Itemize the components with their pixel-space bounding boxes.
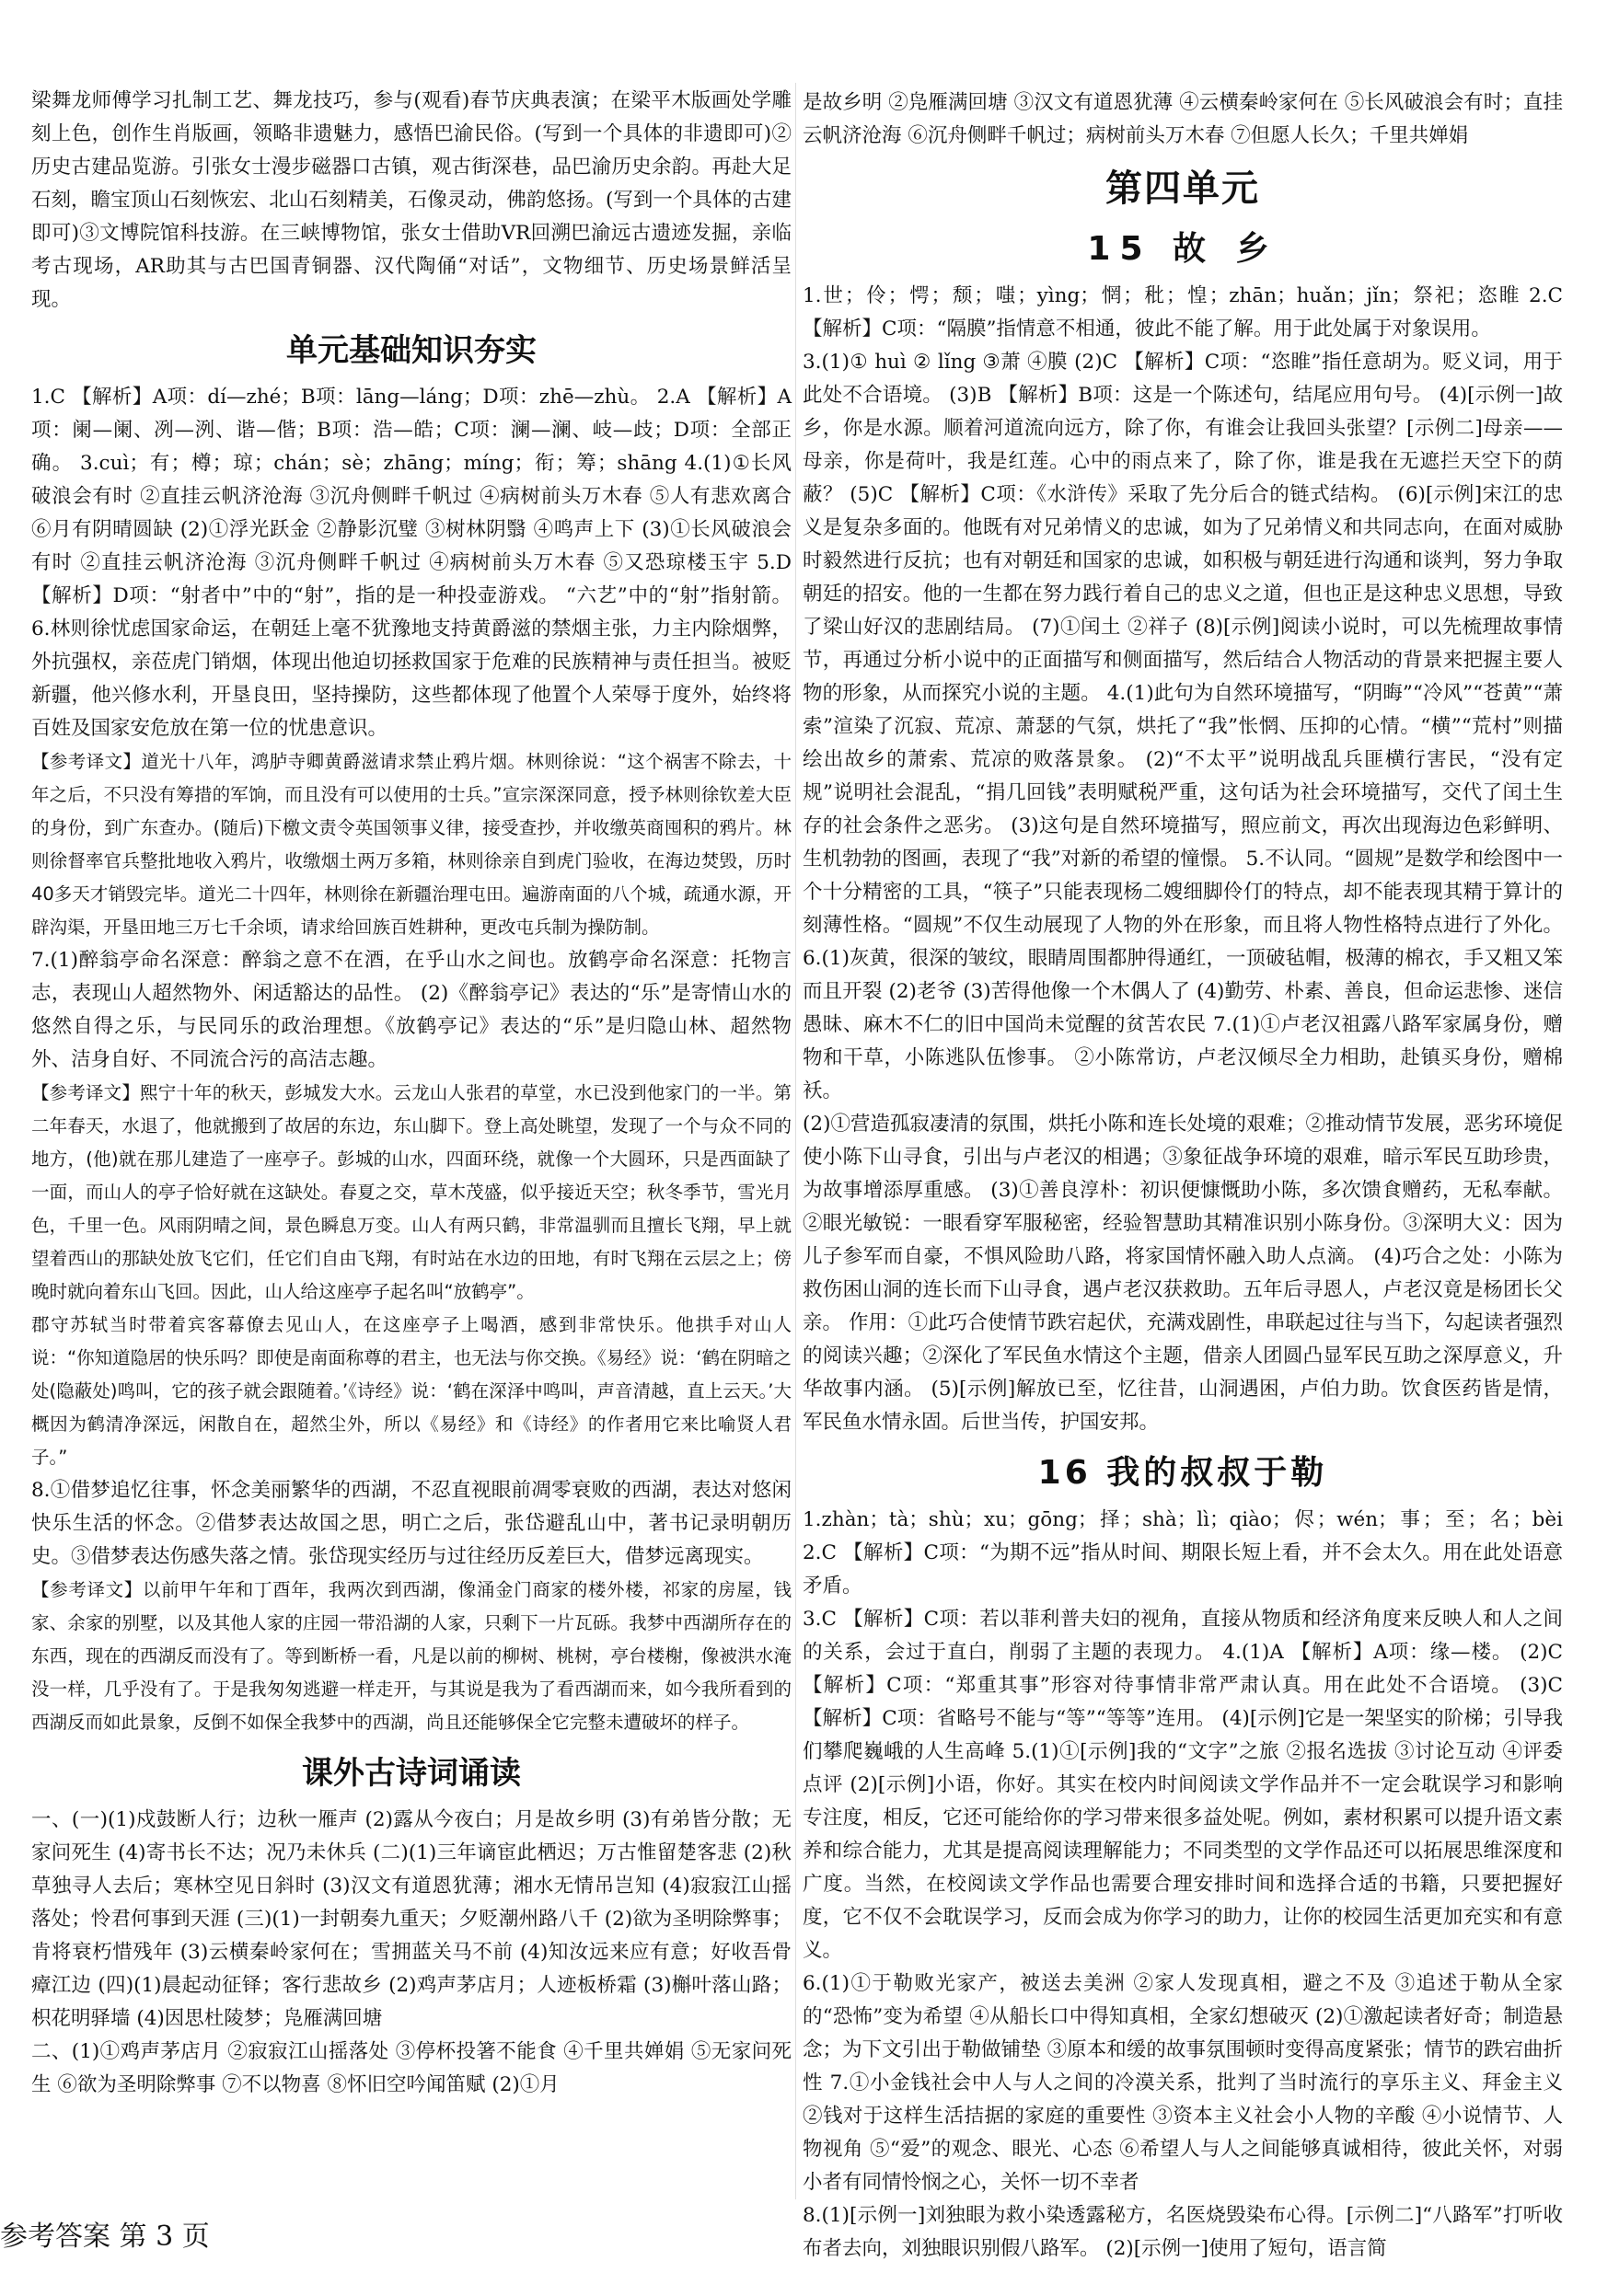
lesson-15-answers-1-2: 1.世；伶；愕；颓；嗤；yìng；惘；秕；惶；zhān；huǎn；jǐn；祭祀；恣睢 2.C 【解析】C项：“隔膜”指情意不相通，彼此不能了解。用于此处属于对象误用。 (803, 284, 1563, 340)
poetry-answers-part2: 二、(1)①鸡声茅店月 ②寂寂江山摇落处 ③停杯投箸不能食 ④千里共婵娟 ⑤无家问死生 ⑥欲为圣明除弊事 ⑦不以物喜 ⑧怀旧空吟闻笛赋 (2)①月 (31, 2040, 792, 2096)
lesson-15-answers-7-cont: (2)①营造孤寂凄清的氛围，烘托小陈和连长处境的艰难；②推动情节发展，恶劣环境促使小陈下山寻食，引出与卢老汉的相遇；③象征战争环境的艰难，暗示军民互助珍贵，为故事增添厚重感。 (3)①善良淳朴：初识便慷慨助小陈，多次馈食赠药，无私奉献。②眼光敏锐：一眼看穿军服秘密，经验智慧助其精准识别小陈身份。③深明大义：因为儿子参军而自豪，不惧风险助八路，将家国情怀融入助人点滴。 (4)巧合之处：小陈为救伤困山洞的连长而下山寻食，遇卢老汉获救助。五年后寻恩人，卢老汉竟是杨团长父亲。 作用：①此巧合使情节跌宕起伏，充满戏剧性，串联起过往与当下，勾起读者强烈的阅读兴趣；②深化了军民鱼水情这个主题，借亲人团圆凸显军民互助之深厚意义，升华故事内涵。 (5)[示例]解放已至，忆往昔，山洞遇困，卢伯力助。饮食医药皆是情，军民鱼水情永固。后世当传，护国安邦。 (803, 1113, 1563, 1434)
answer-8: 8.①借梦追忆往事，怀念美丽繁华的西湖，不忍直视眼前凋零衰败的西湖，表达对悠闲快乐生活的怀念。②借梦表达故国之思，明亡之后，张岱避乱山中，著书记录明朝历史。③借梦表达伤感失落之情。张岱现实经历与过往经历反差巨大，借梦远离现实。 (31, 1479, 792, 1568)
lesson-15-answers-3-7: 3.(1)① huì ② lǐng ③萧 ④膜 (2)C 【解析】C项：“恣睢”指任意胡为。贬义词，用于此处不合语境。 (3)B 【解析】B项：这是一个陈述句，结尾应用句号。 (4)[示例一]故乡，你是水源。顺着河道流向远方，除了你，有谁会让我回头张望？[示例二]母亲——母亲，你是荷叶，我是红莲。心中的雨点来了，除了你，谁是我在无遮拦天空下的荫蔽？ (5)C 【解析】C项：《水浒传》采取了先分后合的链式结构。 (6)[示例]宋江的忠义是复杂多面的。他既有对兄弟情义的忠诚，如为了兄弟情义和共同志向，在面对威胁时毅然进行反抗；也有对朝廷和国家的忠诚，如积极与朝廷进行沟通和谈判，努力争取朝廷的招安。他的一生都在努力践行着自己的忠义之道，但也正是这种忠义思想，导致了梁山好汉的悲剧结局。 (7)①闰土 ②祥子 (8)[示例]阅读小说时，可以先梳理故事情节，再通过分析小说中的正面描写和侧面描写，然后结合人物活动的背景来把握主要人物的形象，从而探究小说的主题。 4.(1)此句为自然环境描写，“阴晦”“冷风”“苍黄”“萧索”渲染了沉寂、荒凉、萧瑟的气氛，烘托了“我”怅惘、压抑的心情。“横”“荒村”则描绘出故乡的萧索、荒凉的败落景象。 (2)“不太平”说明战乱兵匪横行害民，“没有定规”说明社会混乱，“捐几回钱”表明赋税严重，这句话为社会环境描写，交代了闰土生存的社会条件之恶劣。 (3)这句是自然环境描写，照应前文，再次出现海边色彩鲜明、生机勃勃的图画，表现了“我”对新的希望的憧憬。 5.不认同。“圆规”是数学和绘图中一个十分精密的工具，“筷子”只能表现杨二嫂细脚伶仃的特点，却不能表现其精于算计的刻薄性格。“圆规”不仅生动展现了人物的外在形象，而且将人物性格特点进行了外化。 6.(1)灰黄，很深的皱纹，眼睛周围都肿得通红，一顶破毡帽，极薄的棉衣，手又粗又笨而且开裂 (2)老爷 (3)苦得他像一个木偶人了 (4)勤劳、朴素、善良，但命运悲惨、迷信愚昧、麻木不仁的旧中国尚未觉醒的贫苦农民 7.(1)①卢老汉祖露八路军家属身份，赠物和干草，小陈逃队伍惨事。 ②小陈常访，卢老汉倾尽全力相助，赴镇买身份，赠棉袄。 (803, 351, 1563, 1102)
section-heading-unit-basics: 单元基础知识夯实 (286, 332, 537, 369)
unit-heading: 第四单元 (1105, 167, 1260, 210)
reference-translation-3: 【参考译文】以前甲午年和丁酉年，我两次到西湖，像涌金门商家的楼外楼，祁家的房屋，钱家、余家的别墅，以及其他人家的庄园一带沿湖的人家，只剩下一片瓦砾。我梦中西湖所存在的东西，现在的西湖反而没有了。等到断桥一看，凡是以前的柳树、桃树，亭台楼榭，像被洪水淹没一样，几乎没有了。于是我匆匆逃避一样走开，与其说是我为了看西湖而来，如今我所看到的西湖反而如此景象，反倒不如保全我梦中的西湖，尚且还能够保全它完整未遭破坏的样子。 (31, 1579, 792, 1733)
left-column (31, 85, 792, 2164)
page-footer: 参考答案 第 3 页 (0, 2221, 210, 2253)
lesson-16-answer-8: 8.(1)[示例一]刘独眼为救小染透露秘方，名医烧毁染布心得。[示例二]“八路军”打听收布者去向，刘独眼识别假八路军。 (2)[示例一]使用了短句，语言简 (803, 2204, 1563, 2260)
poetry-answers-part1: 一、(一)(1)戍鼓断人行；边秋一雁声 (2)露从今夜白；月是故乡明 (3)有弟皆分散；无家问死生 (4)寄书长不达；况乃未休兵 (二)(1)三年谪宦此栖迟；万古惟留楚客悲 (2)秋草独寻人去后；寒林空见日斜时 (3)汉文有道恩犹薄；湘水无情吊岂知 (4)寂寂江山摇落处；怜君何事到天涯 (三)(1)一封朝奏九重天；夕贬潮州路八千 (2)欲为圣明除弊事；肯将衰朽惜残年 (3)云横秦岭家何在；雪拥蓝关马不前 (4)知汝远来应有意；好收吾骨瘴江边 (四)(1)晨起动征铎；客行悲故乡 (2)鸡声茅店月；人迹板桥霜 (3)槲叶落山路；枳花明驿墙 (4)因思杜陵梦；凫雁满回塘 (31, 1808, 792, 2030)
answers-1-6: 1.C 【解析】A项：dí—zhé；B项：lāng—láng；D项：zhē—zhù。 2.A 【解析】A项：阑—阑、冽—洌、谐—偕；B项：浩—皓；C项：澜—澜、岐—歧；D项：全部正确。 3.cuì；有；樽；琼；chán；sè；zhāng；míng；衔；筹；shāng 4.(1)①长风破浪会有时 ②直挂云帆济沧海 ③沉舟侧畔千帆过 ④病树前头万木春 ⑤人有悲欢离合 ⑥月有阴晴圆缺 (2)①浮光跃金 ②静影沉璧 ③树林阴翳 ④鸣声上下 (3)①长风破浪会有时 ②直挂云帆济沧海 ③沉舟侧畔千帆过 ④病树前头万木春 ⑤又恐琼楼玉宇 5.D 【解析】D项：“射者中”中的“射”，指的是一种投壶游戏。 “六艺”中的“射”指射箭。 6.林则徐忧虑国家命运，在朝廷上毫不犹豫地支持黄爵滋的禁烟主张，力主内除烟弊，外抗强权，亲莅虎门销烟，体现出他迫切拯救国家于危难的民族精神与责任担当。被贬新疆，他兴修水利，开垦良田，坚持操防，这些都体现了他置个人荣辱于度外，始终将百姓及国家安危放在第一位的忧患意识。 (31, 386, 792, 740)
column-divider (795, 83, 796, 2199)
section-heading-classical-poetry: 课外古诗词诵读 (302, 1755, 521, 1792)
left-intro-paragraph: 梁舞龙师傅学习扎制工艺、舞龙技巧，参与(观看)春节庆典表演；在梁平木版画处学雕刻上色，创作生肖版画，领略非遗魅力，感悟巴渝民俗。(写到一个具体的非遗即可)②历史古建品览游。引张女士漫步磁器口古镇，观古街深巷，品巴渝历史余韵。再赴大足石刻，瞻宝顶山石刻恢宏、北山石刻精美，石像灵动，佛韵悠扬。(写到一个具体的古建即可)③文博院馆科技游。在三峡博物馆，张女士借助VR回溯巴渝远古遗迹发掘，亲临考古现场，AR助其与古巴国青铜器、汉代陶俑“对话”，文物细节、历史场景鲜活呈现。 (31, 89, 792, 311)
right-intro-paragraph: 是故乡明 ②凫雁满回塘 ③汉文有道恩犹薄 ④云横秦岭家何在 ⑤长风破浪会有时；直挂云帆济沧海 ⑥沉舟侧畔千帆过；病树前头万木春 ⑦但愿人长久；千里共婵娟 (803, 91, 1563, 147)
lesson-16-title: 16 我的叔叔于勒 (1037, 1454, 1328, 1492)
reference-translation-1: 【参考译文】道光十八年，鸿胪寺卿黄爵滋请求禁止鸦片烟。林则徐说：“这个祸害不除去，十年之后，不只没有筹措的军饷，而且没有可以使用的士兵。”宣宗深深同意，授予林则徐钦差大臣的身份，到广东查办。(随后)下檄文责令英国领事义律，接受查抄，并收缴英商囤积的鸦片。林则徐督率官兵整批地收入鸦片，收缴烟土两万多箱，林则徐亲自到虎门验收，在海边焚毁，历时40多天才销毁完毕。道光二十四年，林则徐在新疆治理屯田。遍游南面的八个城，疏通水源，开辟沟渠，开垦田地三万七千余顷，请求给回族百姓耕种，更改屯兵制为操防制。 (31, 751, 792, 938)
lesson-16-answers-1-2: 1.zhàn；tà；shù；xu；gōng；择；shà；lì；qiào；侭；wén；事；至；名；bèi 2.C 【解析】C项：“为期不远”指从时间、期限长短上看，并不会太久。用在此处语意矛盾。 (803, 1508, 1563, 1598)
right-column (803, 87, 1563, 2260)
answer-7: 7.(1)醉翁亭命名深意：醉翁之意不在酒，在乎山水之间也。放鹤亭命名深意：托物言志，表现山人超然物外、闲适豁达的品性。 (2)《醉翁亭记》表达的“乐”是寄情山水的悠然自得之乐，与民同乐的政治理想。《放鹤亭记》表达的“乐”是归隐山林、超然物外、洁身自好、不同流合污的高洁志趣。 (31, 949, 792, 1071)
reference-translation-2: 【参考译文】熙宁十年的秋天，彭城发大水。云龙山人张君的草堂，水已没到他家门的一半。第二年春天，水退了，他就搬到了故居的东边，东山脚下。登上高处眺望，发现了一个与众不同的地方，(他)就在那儿建造了一座亭子。彭城的山水，四面环绕，就像一个大圆环，只是西面缺了一面，而山人的亭子恰好就在这缺处。春夏之交，草木茂盛，似乎接近天空；秋冬季节，雪光月色，千里一色。风雨阴晴之间，景色瞬息万变。山人有两只鹤，非常温驯而且擅长飞翔，早上就望着西山的那缺处放飞它们，任它们自由飞翔，有时站在水边的田地，有时飞翔在云层之上；傍晚时就向着东山飞回。因此，山人给这座亭子起名叫“放鹤亭”。 郡守苏轼当时带着宾客幕僚去见山人，在这座亭子上喝酒，感到非常快乐。他拱手对山人说：“你知道隐居的快乐吗？即使是南面称尊的君主，也无法与你交换。《易经》说：‘鹤在阴暗之处(隐蔽处)鸣叫，它的孩子就会跟随着。’《诗经》说：‘鹤在深泽中鸣叫，声音清越，直上云天。’大概因为鹤清净深远，闲散自在，超然尘外，所以《易经》和《诗经》的作者用它来比喻贤人君子。” (31, 1082, 792, 1468)
lesson-16-answers-6-7: 6.(1)①于勒败光家产，被送去美洲 ②家人发现真相，避之不及 ③追述于勒从全家的“恐怖”变为希望 ④从船长口中得知真相，全家幻想破灭 (2)①激起读者好奇；制造悬念；为下文引出于勒做铺垫 ③原本和缓的故事氛围顿时变得高度紧张；情节的跌宕曲折性 7.①小金钱社会中人与人之间的冷漠关系，批判了当时流行的享乐主义、拜金主义 ②钱对于这样生活拮据的家庭的重要性 ③资本主义社会小人物的辛酸 ④小说情节、人物视角 ⑤“爱”的观念、眼光、心态 ⑥希望人与人之间能够真诚相待，彼此关怀，对弱小者有同情怜悯之心，关怀一切不幸者 (803, 1972, 1563, 2194)
lesson-16-answers-3-5: 3.C 【解析】C项：若以菲利普夫妇的视角，直接从物质和经济角度来反映人和人之间的关系，会过于直白，削弱了主题的表现力。 4.(1)A 【解析】A项：缘—楼。 (2)C 【解析】C项：“郑重其事”形容对待事情非常严肃认真。用在此处不合语境。 (3)C 【解析】C项：省略号不能与“等”“等等”连用。 (4)[示例]它是一架坚实的阶梯；引导我们攀爬巍峨的人生高峰 5.(1)①[示例]我的“文字”之旅 ②报名选拔 ③讨论互动 ④评委点评 (2)[示例]小语，你好。其实在校内时间阅读文学作品并不一定会耽误学习和影响专注度，相反，它还可能给你的学习带来很多益处呢。例如，素材积累可以提升语文素养和综合能力，尤其是提高阅读理解能力；不同类型的文学作品还可以拓展思维深度和广度。当然，在校阅读文学作品也需要合理安排时间和选择合适的书籍，只要把握好度，它不仅不会耽误学习，反而会成为你学习的助力，让你的校园生活更加充实和有意义。 (803, 1608, 1563, 1962)
lesson-15-title: 15 故 乡 (1087, 230, 1278, 268)
